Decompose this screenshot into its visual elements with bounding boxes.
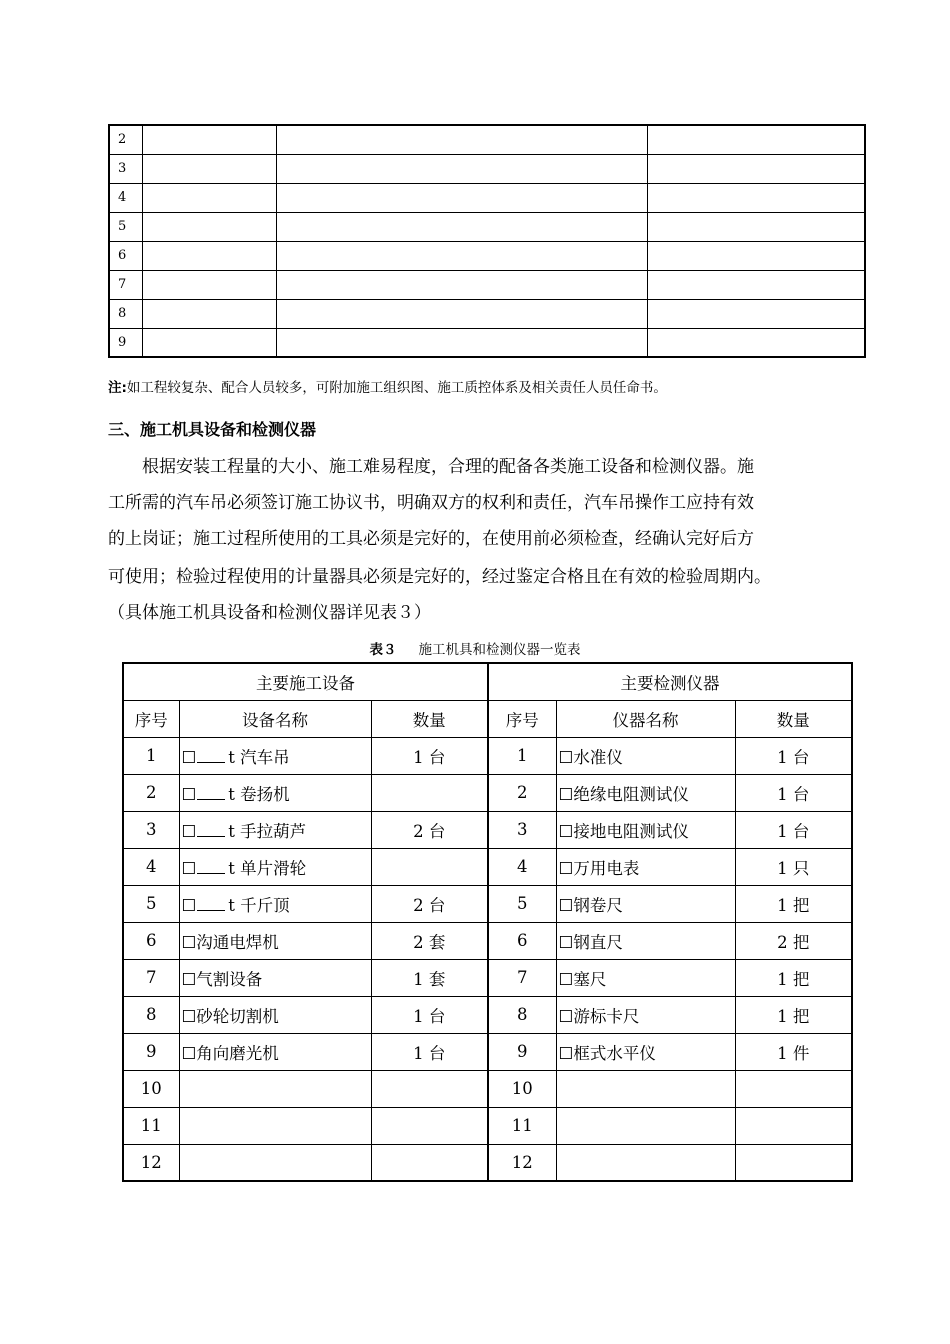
instrument-name-cell	[556, 848, 735, 885]
equipment-no: 11	[123, 1107, 179, 1144]
checkbox-icon: ☐	[558, 969, 574, 989]
equipment-qty	[371, 1070, 488, 1107]
instrument-name: 钢卷尺	[573, 895, 623, 915]
table-caption	[0, 638, 950, 658]
table-row	[123, 848, 852, 885]
checkbox-icon: ☐	[558, 858, 574, 878]
paragraph-line-4: 可使用；检验过程使用的计量器具必须是完好的，经过鉴定合格且在有效的检验周期内。	[108, 567, 771, 587]
col-header-no-2: 序号	[488, 700, 556, 737]
instrument-name: 接地电阻测试仪	[573, 821, 689, 841]
paragraph-line-1: 根据安装工程量的大小、施工难易程度，合理的配备各类施工设备和检测仪器。施	[108, 457, 754, 477]
paragraph-line-2: 工所需的汽车吊必须签订施工协议书，明确双方的权利和责任，汽车吊操作工应持有效	[108, 493, 754, 513]
instrument-name-cell	[556, 737, 735, 774]
checkbox-icon: ☐	[181, 821, 197, 841]
instrument-qty: 1 件	[735, 1033, 852, 1070]
instrument-name-cell	[556, 774, 735, 811]
equipment-qty: 2 台	[371, 811, 488, 848]
instrument-no: 12	[488, 1144, 556, 1181]
group-header-instruments: 主要检测仪器	[488, 663, 852, 700]
table-row	[109, 270, 865, 299]
instrument-qty: 1 把	[735, 885, 852, 922]
empty-cell	[142, 270, 276, 299]
row-number: 4	[109, 183, 142, 212]
equipment-qty: 1 台	[371, 996, 488, 1033]
table-row	[109, 299, 865, 328]
paragraph-line-5: （具体施工机具设备和检测仪器详见表３）	[108, 603, 431, 623]
empty-cell	[142, 125, 276, 154]
equipment-name: 角向磨光机	[196, 1043, 279, 1063]
checkbox-icon: ☐	[181, 969, 197, 989]
instrument-name: 水准仪	[573, 747, 623, 767]
section-title: 三、施工机具设备和检测仪器	[108, 420, 317, 439]
instrument-name-cell	[556, 922, 735, 959]
equipment-name-cell	[179, 1033, 371, 1070]
instrument-no: 8	[488, 996, 556, 1033]
equipment-qty: 2 套	[371, 922, 488, 959]
tonnage-blank	[197, 787, 225, 800]
instrument-name: 万用电表	[573, 858, 640, 878]
equipment-name: 砂轮切割机	[196, 1006, 279, 1026]
personnel-table-continuation	[108, 124, 866, 358]
group-header-equipment: 主要施工设备	[123, 663, 488, 700]
checkbox-icon: ☐	[558, 784, 574, 804]
equipment-name-cell	[179, 848, 371, 885]
table-row	[123, 885, 852, 922]
checkbox-icon: ☐	[558, 895, 574, 915]
checkbox-icon: ☐	[558, 1006, 574, 1026]
note-label: 注:	[108, 380, 127, 396]
instrument-qty: 1 台	[735, 737, 852, 774]
empty-cell	[142, 183, 276, 212]
equipment-table-body	[123, 663, 852, 1181]
empty-cell	[276, 125, 647, 154]
row-number: 3	[109, 154, 142, 183]
empty-cell	[647, 183, 865, 212]
checkbox-icon: ☐	[558, 932, 574, 952]
equipment-no: 7	[123, 959, 179, 996]
equipment-name-cell	[179, 774, 371, 811]
equipment-name: t 手拉葫芦	[228, 821, 307, 841]
empty-cell	[647, 270, 865, 299]
instrument-name-cell	[556, 1107, 735, 1144]
table-row	[123, 959, 852, 996]
checkbox-icon: ☐	[181, 1043, 197, 1063]
equipment-no: 2	[123, 774, 179, 811]
instrument-qty	[735, 1070, 852, 1107]
paragraph-line-3: 的上岗证；施工过程所使用的工具必须是完好的，在使用前必须检查，经确认完好后方	[108, 529, 754, 549]
instrument-qty: 1 台	[735, 774, 852, 811]
equipment-name-cell	[179, 1144, 371, 1181]
equipment-qty: 2 台	[371, 885, 488, 922]
empty-cell	[276, 212, 647, 241]
equipment-no: 5	[123, 885, 179, 922]
col-header-no: 序号	[123, 700, 179, 737]
empty-cell	[142, 299, 276, 328]
empty-cell	[142, 328, 276, 357]
instrument-name-cell	[556, 996, 735, 1033]
empty-cell	[276, 328, 647, 357]
instrument-no: 9	[488, 1033, 556, 1070]
instrument-name: 框式水平仪	[573, 1043, 656, 1063]
equipment-qty: 1 台	[371, 1033, 488, 1070]
instrument-name: 游标卡尺	[573, 1006, 640, 1026]
empty-cell	[647, 212, 865, 241]
equipment-no: 1	[123, 737, 179, 774]
equipment-name: t 单片滑轮	[228, 858, 307, 878]
table-row	[109, 183, 865, 212]
table-note	[108, 376, 667, 396]
instrument-name: 绝缘电阻测试仪	[573, 784, 689, 804]
empty-cell	[647, 299, 865, 328]
table-row	[123, 737, 852, 774]
table-row	[123, 811, 852, 848]
table-row	[123, 1070, 852, 1107]
instrument-name-cell	[556, 1144, 735, 1181]
instrument-qty	[735, 1144, 852, 1181]
instrument-no: 7	[488, 959, 556, 996]
personnel-table-body	[109, 125, 865, 357]
instrument-no: 10	[488, 1070, 556, 1107]
instrument-no: 3	[488, 811, 556, 848]
instrument-qty: 1 只	[735, 848, 852, 885]
col-header-instrument-qty: 数量	[735, 700, 852, 737]
instrument-name-cell	[556, 885, 735, 922]
empty-cell	[142, 241, 276, 270]
table-row	[109, 241, 865, 270]
instrument-name: 钢直尺	[573, 932, 623, 952]
checkbox-icon: ☐	[181, 747, 197, 767]
instrument-name-cell	[556, 811, 735, 848]
empty-cell	[142, 154, 276, 183]
equipment-no: 10	[123, 1070, 179, 1107]
table-row	[109, 154, 865, 183]
table-row	[123, 1107, 852, 1144]
row-number: 8	[109, 299, 142, 328]
equipment-no: 12	[123, 1144, 179, 1181]
note-text: 如工程较复杂、配合人员较多，可附加施工组织图、施工质控体系及相关责任人员任命书。	[126, 380, 667, 396]
equipment-qty: 1 台	[371, 737, 488, 774]
checkbox-icon: ☐	[181, 932, 197, 952]
empty-cell	[142, 212, 276, 241]
instrument-no: 5	[488, 885, 556, 922]
caption-label: 表３	[369, 642, 397, 658]
instrument-no: 11	[488, 1107, 556, 1144]
checkbox-icon: ☐	[181, 784, 197, 804]
empty-cell	[276, 183, 647, 212]
equipment-name: 气割设备	[196, 969, 263, 989]
equipment-qty	[371, 848, 488, 885]
checkbox-icon: ☐	[181, 895, 197, 915]
table-row	[109, 328, 865, 357]
instrument-qty	[735, 1107, 852, 1144]
equipment-name-cell	[179, 996, 371, 1033]
equipment-name: 沟通电焊机	[196, 932, 279, 952]
equipment-name-cell	[179, 1070, 371, 1107]
equipment-instrument-table	[122, 662, 853, 1182]
empty-cell	[647, 241, 865, 270]
equipment-no: 4	[123, 848, 179, 885]
tonnage-blank	[197, 824, 225, 837]
equipment-name-cell	[179, 811, 371, 848]
table-row	[123, 996, 852, 1033]
empty-cell	[276, 299, 647, 328]
equipment-no: 9	[123, 1033, 179, 1070]
column-header-row	[123, 700, 852, 737]
instrument-no: 4	[488, 848, 556, 885]
tonnage-blank	[197, 750, 225, 763]
row-number: 2	[109, 125, 142, 154]
equipment-name-cell	[179, 1107, 371, 1144]
equipment-no: 3	[123, 811, 179, 848]
empty-cell	[647, 125, 865, 154]
equipment-no: 8	[123, 996, 179, 1033]
equipment-name: t 千斤顶	[228, 895, 290, 915]
empty-cell	[647, 154, 865, 183]
equipment-qty	[371, 1144, 488, 1181]
instrument-qty: 1 把	[735, 996, 852, 1033]
checkbox-icon: ☐	[558, 1043, 574, 1063]
tonnage-blank	[197, 898, 225, 911]
equipment-name: t 卷扬机	[228, 784, 290, 804]
group-header-row	[123, 663, 852, 700]
equipment-name-cell	[179, 885, 371, 922]
row-number: 9	[109, 328, 142, 357]
empty-cell	[276, 154, 647, 183]
instrument-no: 1	[488, 737, 556, 774]
checkbox-icon: ☐	[558, 747, 574, 767]
table-row	[109, 212, 865, 241]
table-row	[123, 1144, 852, 1181]
table-row	[109, 125, 865, 154]
equipment-name: t 汽车吊	[228, 747, 290, 767]
empty-cell	[276, 241, 647, 270]
col-header-equipment-qty: 数量	[371, 700, 488, 737]
empty-cell	[647, 328, 865, 357]
row-number: 7	[109, 270, 142, 299]
equipment-qty: 1 套	[371, 959, 488, 996]
instrument-name-cell	[556, 1070, 735, 1107]
equipment-name-cell	[179, 959, 371, 996]
instrument-qty: 1 台	[735, 811, 852, 848]
instrument-no: 2	[488, 774, 556, 811]
instrument-name-cell	[556, 959, 735, 996]
instrument-qty: 1 把	[735, 959, 852, 996]
equipment-name-cell	[179, 922, 371, 959]
instrument-qty: 2 把	[735, 922, 852, 959]
instrument-name: 塞尺	[573, 969, 607, 989]
tonnage-blank	[197, 861, 225, 874]
col-header-equipment-name: 设备名称	[179, 700, 371, 737]
instrument-name-cell	[556, 1033, 735, 1070]
table-row	[123, 922, 852, 959]
row-number: 5	[109, 212, 142, 241]
checkbox-icon: ☐	[181, 1006, 197, 1026]
col-header-instrument-name: 仪器名称	[556, 700, 735, 737]
empty-cell	[276, 270, 647, 299]
instrument-no: 6	[488, 922, 556, 959]
table-row	[123, 1033, 852, 1070]
equipment-qty	[371, 1107, 488, 1144]
equipment-name-cell	[179, 737, 371, 774]
row-number: 6	[109, 241, 142, 270]
caption-title: 施工机具和检测仪器一览表	[418, 642, 581, 658]
table-row	[123, 774, 852, 811]
checkbox-icon: ☐	[181, 858, 197, 878]
checkbox-icon: ☐	[558, 821, 574, 841]
equipment-no: 6	[123, 922, 179, 959]
equipment-qty	[371, 774, 488, 811]
